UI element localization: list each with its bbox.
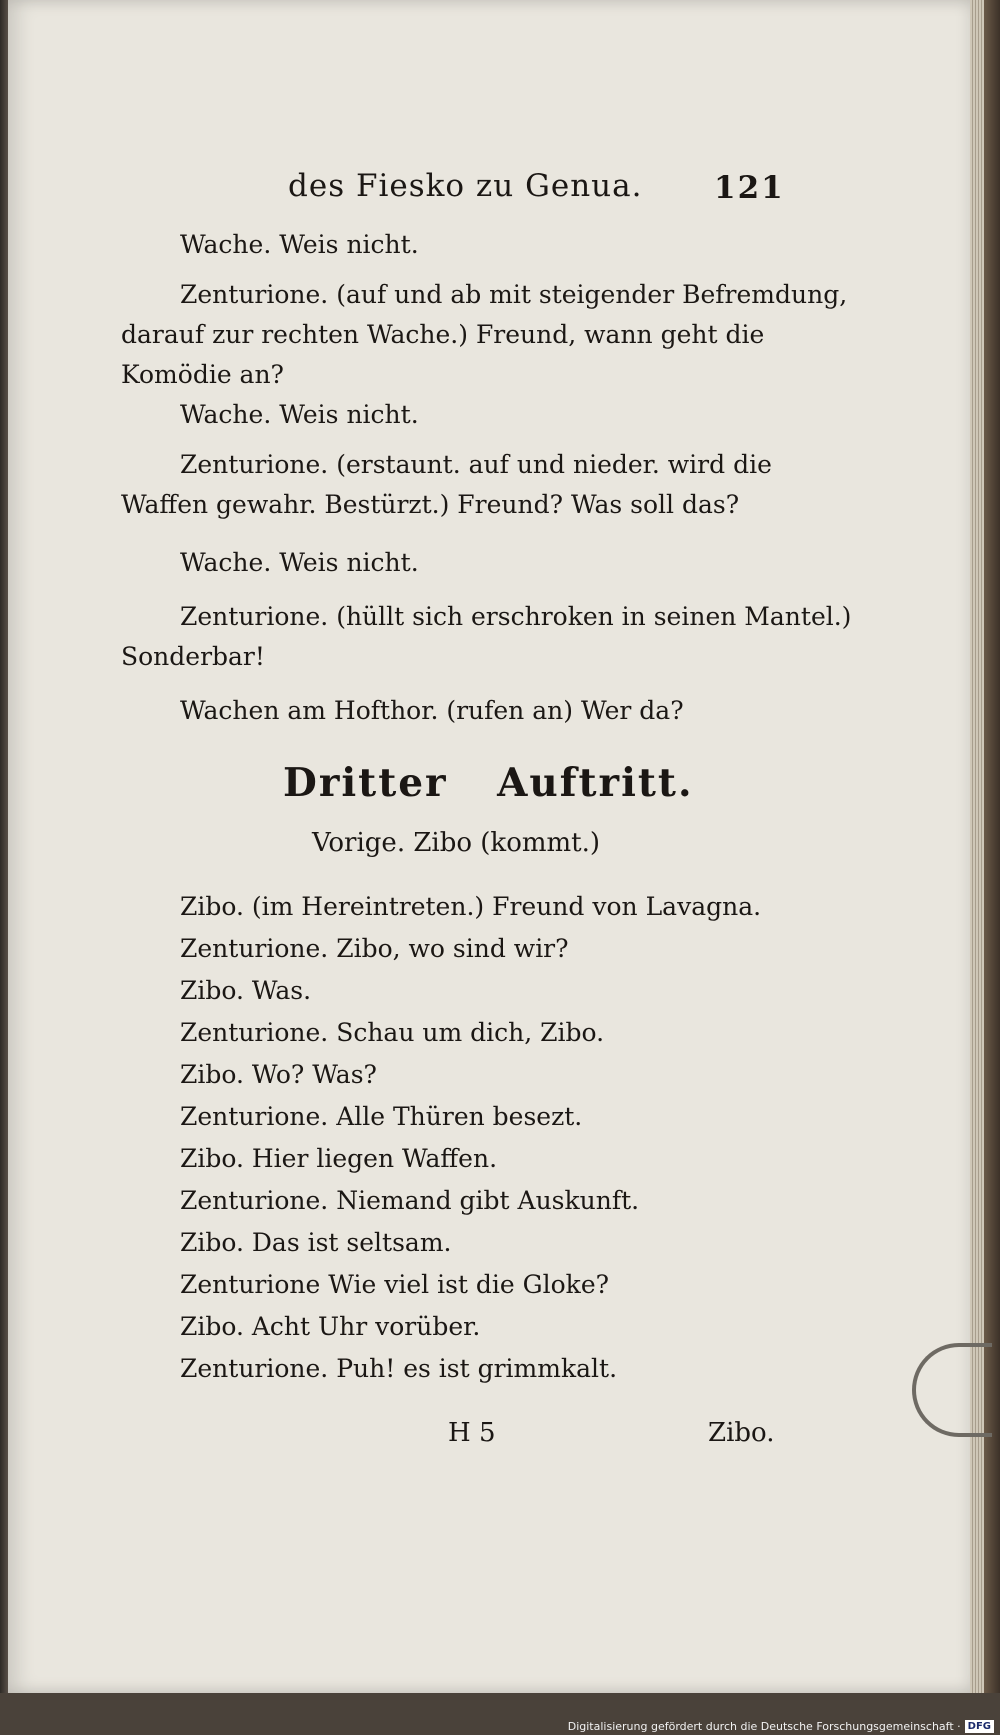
text-line: Komödie an?: [121, 360, 284, 389]
text-line: Wachen am Hofthor. (rufen an) Wer da?: [180, 696, 684, 725]
scene-persons: Vorige. Zibo (kommt.): [312, 828, 601, 858]
dialogue-line: Zibo. Wo? Was?: [180, 1060, 377, 1089]
text-line: Wache. Weis nicht.: [180, 548, 419, 577]
scene-heading: Dritter Auftritt.: [283, 760, 694, 806]
page-number: 121: [714, 170, 785, 206]
dialogue-line: Zibo. Das ist seltsam.: [180, 1228, 452, 1257]
footer-strip: [0, 1693, 1000, 1735]
dfg-logo: DFG: [965, 1720, 994, 1733]
dialogue-line: Zibo. Was.: [180, 976, 312, 1005]
dialogue-line: Zibo. Hier liegen Waffen.: [180, 1144, 498, 1173]
page-edges: [970, 0, 984, 1693]
text-line: Waffen gewahr. Bestürzt.) Freund? Was soll das?: [121, 490, 740, 519]
text-line: Wache. Weis nicht.: [180, 400, 419, 429]
dialogue-line: Zenturione. Puh! es ist grimmkalt.: [180, 1354, 618, 1383]
text-line: Wache. Weis nicht.: [180, 230, 419, 259]
catchword: Zibo.: [708, 1418, 775, 1448]
text-line: darauf zur rechten Wache.) Freund, wann geht die: [121, 320, 765, 349]
dialogue-line: Zenturione. Niemand gibt Auskunft.: [180, 1186, 640, 1215]
running-head: des Fiesko zu Genua.: [288, 168, 643, 204]
dialogue-line: Zenturione. Alle Thüren besezt.: [180, 1102, 583, 1131]
dialogue-line: Zenturione. Schau um dich, Zibo.: [180, 1018, 605, 1047]
text-line: Zenturione. (auf und ab mit steigender Befremdung,: [180, 280, 848, 309]
text-line: Zenturione. (erstaunt. auf und nieder. wird die: [180, 450, 772, 479]
credit-text: Digitalisierung gefördert durch die Deutsche Forschungsgemeinschaft ·: [567, 1720, 961, 1733]
dialogue-line: Zibo. Acht Uhr vorüber.: [180, 1312, 481, 1341]
dialogue-line: Zenturione. Zibo, wo sind wir?: [180, 934, 569, 963]
digitization-credit: [568, 1720, 994, 1733]
book-cover-edge: [984, 0, 1000, 1735]
dialogue-line: Zibo. (im Hereintreten.) Freund von Lavagna.: [180, 892, 762, 921]
text-line: Zenturione. (hüllt sich erschroken in seinen Mantel.): [180, 602, 852, 631]
signature-mark: H 5: [448, 1418, 496, 1448]
dialogue-line: Zenturione Wie viel ist die Gloke?: [180, 1270, 610, 1299]
text-line: Sonderbar!: [121, 642, 265, 671]
